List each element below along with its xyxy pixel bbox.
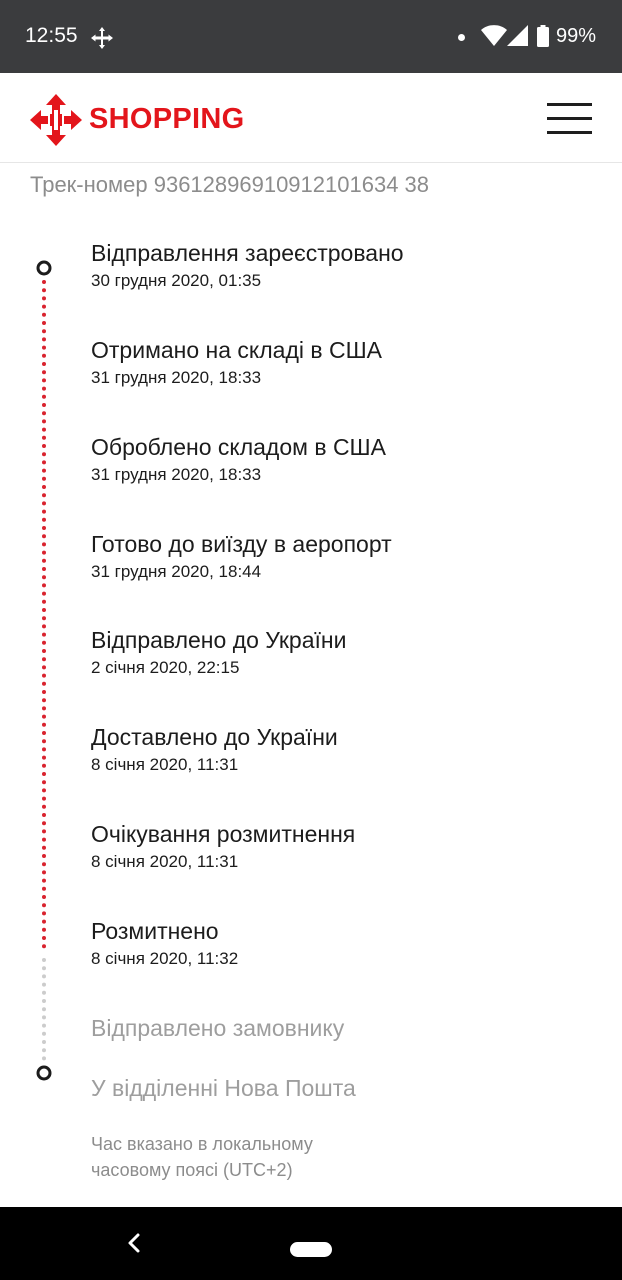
timeline-event: [91, 239, 404, 291]
navigation-arrows-icon: [90, 26, 114, 50]
timeline-event: [91, 336, 382, 388]
timeline-event: [91, 723, 338, 775]
timeline-event-pending: [91, 1074, 356, 1102]
track-number: Трек-номер 93612896910912101634 38: [30, 172, 430, 197]
back-chevron-icon[interactable]: [124, 1230, 144, 1256]
event-title: Відправлення зареєстровано: [91, 240, 404, 266]
menu-bar-icon: [547, 131, 592, 134]
app-header: [0, 73, 622, 163]
event-date: 8 січня 2020, 11:32: [91, 949, 239, 968]
timeline-connector: [0, 0, 80, 1100]
menu-bar-icon: [547, 103, 592, 106]
event-title: Доставлено до України: [91, 724, 338, 750]
timeline-event: [91, 917, 238, 969]
home-pill-button[interactable]: [290, 1242, 332, 1257]
event-date: 30 грудня 2020, 01:35: [91, 271, 262, 290]
event-date: 31 грудня 2020, 18:33: [91, 368, 262, 387]
event-title: Розмитнено: [91, 918, 219, 944]
hamburger-menu-button[interactable]: [547, 103, 592, 135]
status-bar: [0, 0, 622, 73]
timeline-event: [91, 433, 386, 485]
status-time: 12:55: [25, 24, 78, 47]
event-date: 31 грудня 2020, 18:44: [91, 562, 262, 581]
timezone-note: [91, 1131, 313, 1183]
event-date: 31 грудня 2020, 18:33: [91, 465, 262, 484]
event-title: Відправлено до України: [91, 627, 347, 653]
event-title: У відділенні Нова Пошта: [91, 1075, 356, 1101]
timezone-note-line: часовому поясі (UTC+2): [91, 1160, 293, 1180]
notification-dot-icon: [458, 34, 465, 41]
wifi-icon: [481, 25, 507, 47]
system-navigation-bar: [0, 1207, 622, 1280]
timeline-end-node-icon: [38, 1067, 50, 1079]
battery-icon: [537, 25, 549, 47]
event-date: 8 січня 2020, 11:31: [91, 852, 239, 871]
event-date: 2 січня 2020, 22:15: [91, 658, 240, 677]
event-title: Очікування розмитнення: [91, 821, 356, 847]
timeline-event: [91, 530, 392, 582]
menu-bar-icon: [547, 117, 592, 120]
timeline-event-pending: [91, 1014, 344, 1042]
timeline-start-node-icon: [38, 262, 50, 274]
event-title: Оброблено складом в США: [91, 434, 386, 460]
timeline-event: [91, 626, 346, 678]
event-title: Отримано на складі в США: [91, 337, 383, 363]
event-date: 8 січня 2020, 11:31: [91, 755, 239, 774]
battery-percent: 99%: [556, 25, 597, 47]
timezone-note-line: Час вказано в локальному: [91, 1134, 313, 1154]
event-title: Відправлено замовнику: [91, 1015, 345, 1041]
timeline-event: [91, 820, 355, 872]
signal-icon: [507, 25, 528, 46]
event-title: Готово до виїзду в аеропорт: [91, 531, 392, 557]
logo-text[interactable]: SHOPPING: [89, 103, 245, 135]
